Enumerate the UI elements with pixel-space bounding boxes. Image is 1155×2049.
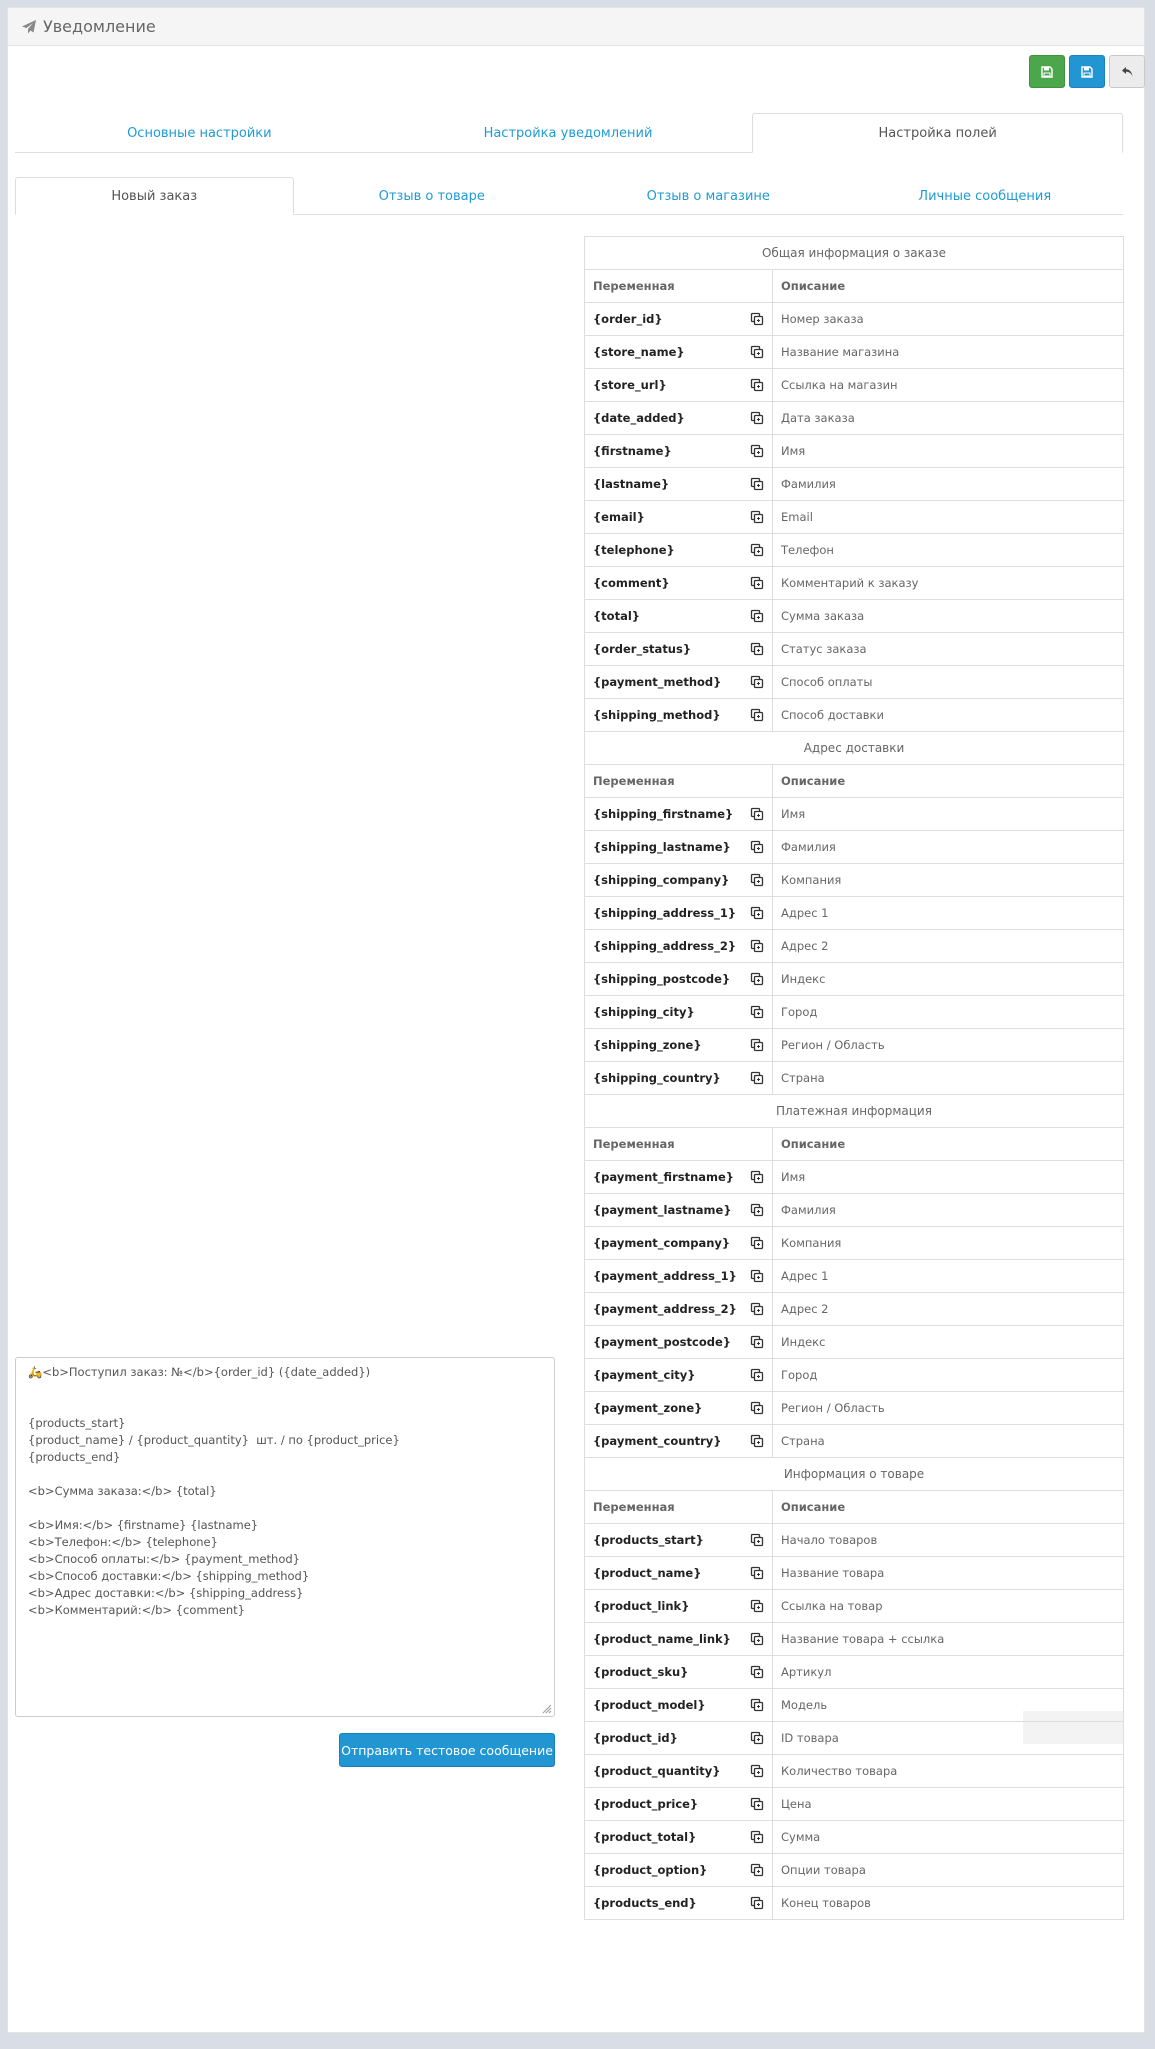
- description-cell: Адрес 2: [773, 1293, 1124, 1326]
- column-header-variable: Переменная: [585, 270, 773, 303]
- resize-grip-icon[interactable]: [541, 1703, 552, 1714]
- variable-name: {payment_zone}: [593, 1401, 703, 1415]
- variable-cell: [585, 1161, 773, 1194]
- variable-cell: [585, 534, 773, 567]
- table-row: [585, 1293, 1124, 1326]
- copy-icon[interactable]: [750, 378, 764, 392]
- table-row: [585, 1029, 1124, 1062]
- column-header-variable: Переменная: [585, 765, 773, 798]
- variable-name: {product_quantity}: [593, 1764, 721, 1778]
- tab-product-review[interactable]: Отзыв о товаре: [378, 188, 485, 204]
- description-cell: Название товара + ссылка: [773, 1623, 1124, 1656]
- variable-cell: [585, 1689, 773, 1722]
- undo-icon: [1121, 66, 1134, 78]
- variable-cell: [585, 1260, 773, 1293]
- table-row: [585, 1722, 1124, 1755]
- copy-icon[interactable]: [750, 1335, 764, 1349]
- table-row: [585, 1392, 1124, 1425]
- save-icon: [1081, 66, 1093, 78]
- variables-table: [584, 236, 1124, 1920]
- table-row: [585, 1590, 1124, 1623]
- column-header-row: [585, 1128, 1124, 1161]
- save-button[interactable]: [1069, 55, 1105, 88]
- description-cell: Индекс: [773, 963, 1124, 996]
- variable-name: {shipping_method}: [593, 708, 721, 722]
- table-row: [585, 1887, 1124, 1920]
- copy-icon[interactable]: [750, 543, 764, 557]
- section-header-row: [585, 1095, 1124, 1128]
- copy-icon[interactable]: [750, 1269, 764, 1283]
- copy-icon[interactable]: [750, 1038, 764, 1052]
- copy-icon[interactable]: [750, 1830, 764, 1844]
- variable-name: {comment}: [593, 576, 670, 590]
- description-cell: Имя: [773, 1161, 1124, 1194]
- description-cell: Адрес 1: [773, 1260, 1124, 1293]
- description-cell: Цена: [773, 1788, 1124, 1821]
- variable-cell: [585, 1326, 773, 1359]
- save-and-stay-button[interactable]: [1029, 55, 1065, 88]
- table-row: [585, 1524, 1124, 1557]
- variable-cell: [585, 864, 773, 897]
- variable-cell: [585, 600, 773, 633]
- variable-cell: [585, 468, 773, 501]
- variable-cell: [585, 435, 773, 468]
- variable-name: {shipping_address_1}: [593, 906, 737, 920]
- copy-icon[interactable]: [750, 444, 764, 458]
- variable-cell: [585, 699, 773, 732]
- table-row: [585, 1194, 1124, 1227]
- variable-name: {product_name_link}: [593, 1632, 731, 1646]
- variable-cell: [585, 1656, 773, 1689]
- table-row: [585, 831, 1124, 864]
- description-cell: Ссылка на магазин: [773, 369, 1124, 402]
- variable-cell: [585, 1359, 773, 1392]
- copy-icon[interactable]: [750, 477, 764, 491]
- variable-name: {payment_firstname}: [593, 1170, 734, 1184]
- table-row: [585, 930, 1124, 963]
- description-cell: Регион / Область: [773, 1029, 1124, 1062]
- copy-icon[interactable]: [750, 1797, 764, 1811]
- description-cell: Телефон: [773, 534, 1124, 567]
- copy-icon[interactable]: [750, 873, 764, 887]
- variable-name: {payment_city}: [593, 1368, 696, 1382]
- description-cell: Имя: [773, 798, 1124, 831]
- column-header-variable: Переменная: [585, 1128, 773, 1161]
- table-row: [585, 1623, 1124, 1656]
- table-row: [585, 1854, 1124, 1887]
- copy-icon[interactable]: [750, 312, 764, 326]
- copy-icon[interactable]: [750, 345, 764, 359]
- table-row: [585, 402, 1124, 435]
- variable-cell: [585, 1293, 773, 1326]
- table-row: [585, 435, 1124, 468]
- variable-cell: [585, 1029, 773, 1062]
- table-row: [585, 501, 1124, 534]
- variable-cell: [585, 897, 773, 930]
- variable-cell: [585, 633, 773, 666]
- copy-icon[interactable]: [750, 1170, 764, 1184]
- copy-icon[interactable]: [750, 1302, 764, 1316]
- table-row: [585, 303, 1124, 336]
- paper-plane-icon: [21, 19, 37, 35]
- section-header-row: [585, 1458, 1124, 1491]
- variable-cell: [585, 1755, 773, 1788]
- description-cell: Дата заказа: [773, 402, 1124, 435]
- table-row: [585, 1227, 1124, 1260]
- section-title: Платежная информация: [585, 1095, 1124, 1128]
- table-row: [585, 1425, 1124, 1458]
- description-cell: Страна: [773, 1062, 1124, 1095]
- description-cell: Название магазина: [773, 336, 1124, 369]
- copy-icon[interactable]: [750, 1896, 764, 1910]
- copy-icon[interactable]: [750, 1731, 764, 1745]
- copy-icon[interactable]: [750, 609, 764, 623]
- description-cell: ID товара: [773, 1722, 1124, 1755]
- page-title: Уведомление: [43, 17, 156, 36]
- send-test-message-button[interactable]: Отправить тестовое сообщение: [339, 1733, 555, 1767]
- description-cell: Конец товаров: [773, 1887, 1124, 1920]
- variable-name: {products_end}: [593, 1896, 697, 1910]
- copy-icon[interactable]: [750, 1665, 764, 1679]
- description-cell: Способ оплаты: [773, 666, 1124, 699]
- copy-icon[interactable]: [750, 1401, 764, 1415]
- table-row: [585, 996, 1124, 1029]
- variable-cell: [585, 798, 773, 831]
- table-row: [585, 1788, 1124, 1821]
- description-cell: Название товара: [773, 1557, 1124, 1590]
- variable-name: {product_model}: [593, 1698, 706, 1712]
- panel-heading: [8, 8, 1144, 46]
- table-row: [585, 699, 1124, 732]
- copy-icon[interactable]: [750, 1236, 764, 1250]
- copy-icon[interactable]: [750, 1863, 764, 1877]
- table-row: [585, 1359, 1124, 1392]
- table-row: [585, 864, 1124, 897]
- description-cell: Email: [773, 501, 1124, 534]
- tab-private-messages[interactable]: Личные сообщения: [918, 188, 1052, 204]
- copy-icon[interactable]: [750, 840, 764, 854]
- description-cell: Количество товара: [773, 1755, 1124, 1788]
- variable-cell: [585, 1623, 773, 1656]
- copy-icon[interactable]: [750, 1434, 764, 1448]
- description-cell: Индекс: [773, 1326, 1124, 1359]
- tab-new-order[interactable]: Новый заказ: [15, 177, 294, 215]
- description-cell: Компания: [773, 864, 1124, 897]
- variable-name: {payment_method}: [593, 675, 722, 689]
- variable-name: {payment_company}: [593, 1236, 731, 1250]
- section-header-row: [585, 732, 1124, 765]
- table-row: [585, 1260, 1124, 1293]
- variable-cell: [585, 1194, 773, 1227]
- description-cell: Фамилия: [773, 831, 1124, 864]
- table-row: [585, 666, 1124, 699]
- variable-name: {product_option}: [593, 1863, 708, 1877]
- variable-cell: [585, 1821, 773, 1854]
- column-header-row: [585, 270, 1124, 303]
- table-row: [585, 963, 1124, 996]
- table-row: [585, 369, 1124, 402]
- section-title: Адрес доставки: [585, 732, 1124, 765]
- variable-name: {shipping_address_2}: [593, 939, 737, 953]
- section-title: Информация о товаре: [585, 1458, 1124, 1491]
- table-row: [585, 798, 1124, 831]
- variable-name: {shipping_lastname}: [593, 840, 731, 854]
- copy-icon[interactable]: [750, 642, 764, 656]
- tab-field-settings[interactable]: Настройка полей: [752, 113, 1123, 153]
- tab-basic-settings[interactable]: Основные настройки: [127, 125, 272, 141]
- description-cell: Начало товаров: [773, 1524, 1124, 1557]
- variable-name: {payment_address_2}: [593, 1302, 737, 1316]
- description-cell: Фамилия: [773, 1194, 1124, 1227]
- variable-cell: [585, 402, 773, 435]
- copy-icon[interactable]: [750, 939, 764, 953]
- copy-icon[interactable]: [750, 1071, 764, 1085]
- variable-name: {lastname}: [593, 477, 670, 491]
- scooter-emoji: 🛵: [28, 1365, 43, 1379]
- description-cell: Ссылка на товар: [773, 1590, 1124, 1623]
- copy-icon[interactable]: [750, 1533, 764, 1547]
- description-cell: Компания: [773, 1227, 1124, 1260]
- variable-cell: [585, 996, 773, 1029]
- variable-cell: [585, 831, 773, 864]
- table-row: [585, 468, 1124, 501]
- table-row: [585, 336, 1124, 369]
- variable-cell: [585, 1854, 773, 1887]
- copy-icon[interactable]: [750, 1368, 764, 1382]
- description-cell: Имя: [773, 435, 1124, 468]
- section-header-row: [585, 237, 1124, 270]
- variable-cell: [585, 1722, 773, 1755]
- copy-icon[interactable]: [750, 1632, 764, 1646]
- copy-icon[interactable]: [750, 972, 764, 986]
- variable-cell: [585, 1590, 773, 1623]
- copy-icon[interactable]: [750, 1764, 764, 1778]
- table-row: [585, 1689, 1124, 1722]
- variable-cell: [585, 1392, 773, 1425]
- description-cell: Адрес 1: [773, 897, 1124, 930]
- copy-icon[interactable]: [750, 411, 764, 425]
- description-cell: Адрес 2: [773, 930, 1124, 963]
- variable-cell: [585, 336, 773, 369]
- description-cell: Сумма: [773, 1821, 1124, 1854]
- variable-name: {shipping_postcode}: [593, 972, 731, 986]
- variable-cell: [585, 1788, 773, 1821]
- variable-name: {payment_postcode}: [593, 1335, 731, 1349]
- variable-cell: [585, 1557, 773, 1590]
- description-cell: Способ доставки: [773, 699, 1124, 732]
- tab-notification-settings[interactable]: Настройка уведомлений: [483, 125, 653, 141]
- column-header-description: Описание: [773, 1128, 1124, 1161]
- save-icon: [1041, 66, 1053, 78]
- variable-name: {shipping_country}: [593, 1071, 721, 1085]
- variable-name: {order_id}: [593, 312, 663, 326]
- main-tabs: [15, 113, 1123, 153]
- variable-cell: [585, 303, 773, 336]
- variable-cell: [585, 666, 773, 699]
- variable-name: {shipping_city}: [593, 1005, 695, 1019]
- variable-cell: [585, 501, 773, 534]
- variable-name: {payment_address_1}: [593, 1269, 737, 1283]
- copy-icon[interactable]: [750, 1599, 764, 1613]
- variable-name: {store_url}: [593, 378, 667, 392]
- description-cell: Фамилия: [773, 468, 1124, 501]
- variable-cell: [585, 567, 773, 600]
- copy-icon[interactable]: [750, 510, 764, 524]
- copy-icon[interactable]: [750, 708, 764, 722]
- variable-cell: [585, 1887, 773, 1920]
- table-row: [585, 633, 1124, 666]
- description-cell: Артикул: [773, 1656, 1124, 1689]
- copy-icon[interactable]: [750, 1203, 764, 1217]
- variable-name: {product_total}: [593, 1830, 697, 1844]
- variable-name: {total}: [593, 609, 640, 623]
- column-header-row: [585, 1491, 1124, 1524]
- back-button[interactable]: [1109, 55, 1145, 88]
- variable-name: {telephone}: [593, 543, 675, 557]
- table-row: [585, 1755, 1124, 1788]
- description-cell: Страна: [773, 1425, 1124, 1458]
- copy-icon[interactable]: [750, 906, 764, 920]
- tab-store-review[interactable]: Отзыв о магазине: [646, 188, 770, 204]
- variable-cell: [585, 1425, 773, 1458]
- column-header-description: Описание: [773, 765, 1124, 798]
- description-cell: Регион / Область: [773, 1392, 1124, 1425]
- table-row: [585, 1821, 1124, 1854]
- description-cell: Статус заказа: [773, 633, 1124, 666]
- variable-name: {firstname}: [593, 444, 672, 458]
- variable-cell: [585, 963, 773, 996]
- table-row: [585, 1062, 1124, 1095]
- variable-name: {date_added}: [593, 411, 685, 425]
- variable-name: {product_id}: [593, 1731, 678, 1745]
- copy-icon[interactable]: [750, 1566, 764, 1580]
- section-title: Общая информация о заказе: [585, 237, 1124, 270]
- description-cell: Город: [773, 1359, 1124, 1392]
- message-template-textarea[interactable]: [15, 1357, 555, 1717]
- description-cell: Номер заказа: [773, 303, 1124, 336]
- table-row: [585, 1656, 1124, 1689]
- variable-name: {shipping_company}: [593, 873, 730, 887]
- description-cell: Опции товара: [773, 1854, 1124, 1887]
- message-template-text: <b>Поступил заказ: №</b>{order_id} ({date_added}) {products_start} {product_name} / {product_quantity} шт. / по {product_price} {products_end} <b>Сумма заказа:</b> {total} <b>Имя:</b> {firstname} {lastname} <b>Телефон:</b> {telephone} <b>Способ оплаты:</b> {payment_method} <b>Способ доставки:</b> {shipping_method} <b>Адрес доставки:</b> {shipping_address} <b>Комментарий:</b> {comment}: [28, 1365, 400, 1617]
- variable-cell: [585, 930, 773, 963]
- toolbar: [1029, 55, 1145, 88]
- table-row: [585, 600, 1124, 633]
- sub-tabs: [15, 177, 1123, 215]
- variable-name: {product_sku}: [593, 1665, 689, 1679]
- copy-icon[interactable]: [750, 1698, 764, 1712]
- variable-name: {product_link}: [593, 1599, 690, 1613]
- copy-icon[interactable]: [750, 807, 764, 821]
- variable-cell: [585, 369, 773, 402]
- variable-name: {payment_country}: [593, 1434, 722, 1448]
- variable-name: {email}: [593, 510, 645, 524]
- variable-cell: [585, 1524, 773, 1557]
- description-cell: Модель: [773, 1689, 1124, 1722]
- description-cell: Сумма заказа: [773, 600, 1124, 633]
- table-row: [585, 567, 1124, 600]
- variable-name: {shipping_firstname}: [593, 807, 734, 821]
- variable-name: {shipping_zone}: [593, 1038, 702, 1052]
- variable-cell: [585, 1227, 773, 1260]
- description-cell: Город: [773, 996, 1124, 1029]
- table-row: [585, 1326, 1124, 1359]
- table-row: [585, 1161, 1124, 1194]
- copy-icon[interactable]: [750, 576, 764, 590]
- table-row: [585, 897, 1124, 930]
- table-row: [585, 1557, 1124, 1590]
- copy-icon[interactable]: [750, 1005, 764, 1019]
- variable-name: {product_name}: [593, 1566, 702, 1580]
- variable-name: {products_start}: [593, 1533, 704, 1547]
- column-header-description: Описание: [773, 270, 1124, 303]
- variable-name: {order_status}: [593, 642, 692, 656]
- copy-icon[interactable]: [750, 675, 764, 689]
- column-header-description: Описание: [773, 1491, 1124, 1524]
- table-row: [585, 534, 1124, 567]
- column-header-variable: Переменная: [585, 1491, 773, 1524]
- variable-name: {store_name}: [593, 345, 685, 359]
- variable-cell: [585, 1062, 773, 1095]
- variable-name: {product_price}: [593, 1797, 699, 1811]
- variable-name: {payment_lastname}: [593, 1203, 732, 1217]
- description-cell: Комментарий к заказу: [773, 567, 1124, 600]
- column-header-row: [585, 765, 1124, 798]
